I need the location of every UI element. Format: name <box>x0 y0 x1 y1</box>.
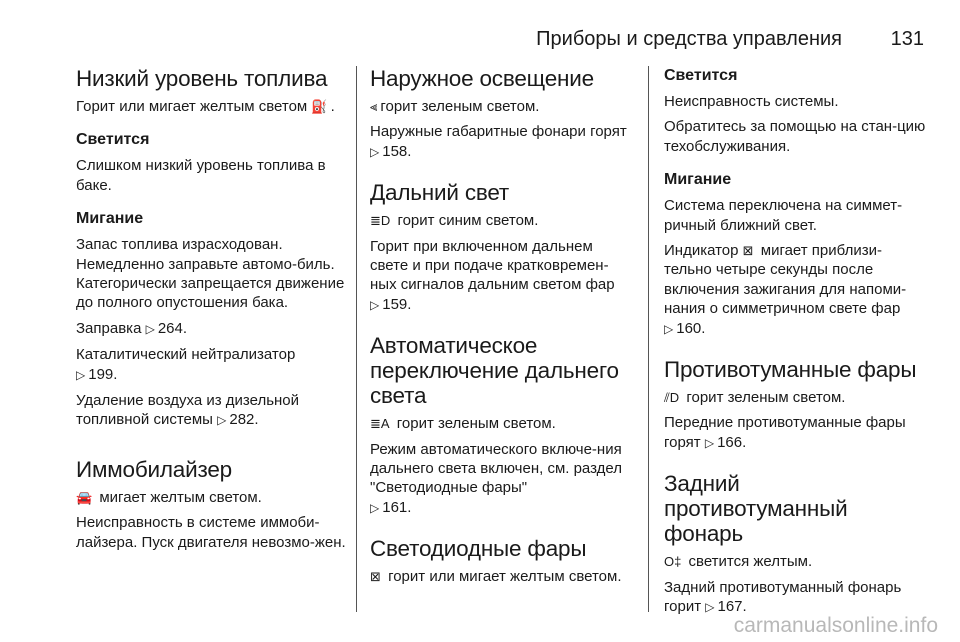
subtitle-blink: Мигание <box>76 210 144 228</box>
front-fog-icon: ⫽D <box>664 390 680 406</box>
page-link[interactable]: 166. <box>717 433 747 451</box>
section-title-exterior: Наружное освещение <box>370 66 594 91</box>
page-link[interactable]: 159. <box>382 295 412 313</box>
fog-text: Передние противотуманные фары горят ▷ 166. <box>664 414 906 451</box>
reference-icon: ▷ <box>370 297 380 312</box>
rear-fog-icon: O‡ <box>664 554 682 570</box>
subtitle-lit: Светится <box>76 131 150 149</box>
section-title-rear-fog: Задний противотуманный фонарь <box>664 471 848 547</box>
blink-text: Система переключена на симмет-ричный ближний свет. <box>664 197 903 234</box>
blink-text: Запас топлива израсходован. Немедленно заправьте автомо-биль. Категорически запрещается движение до полного опустошения бака. <box>76 236 345 312</box>
indicator-text: Индикатор ⊠ мигает приблизи-тельно четыре секунды после включения зажигания для напоми-нания о симметричном свете фар ▷ 160. <box>664 242 907 337</box>
hb-text: Горит при включенном дальнем свете и при подаче кратковремен-ных сигналов дальним светом фар ▷ 159. <box>370 237 615 313</box>
immobilizer-icon: 🚘 <box>76 489 93 505</box>
reference-icon: ▷ <box>76 367 86 382</box>
subtitle-blink: Мигание <box>664 171 732 189</box>
page-header <box>0 24 960 54</box>
subtitle-lit: Светится <box>664 67 738 84</box>
page-link[interactable]: 264. <box>157 319 188 337</box>
reference-icon: ▷ <box>705 600 715 615</box>
reference-icon: ▷ <box>145 321 155 336</box>
rear-text: Задний противотуманный фонарь горит ▷ 167. <box>664 578 902 616</box>
column-divider <box>648 66 649 612</box>
section-title-fuel: Низкий уровень топлива <box>76 66 328 91</box>
led-headlight-icon: ⊠ <box>742 243 754 259</box>
exterior-light-icon: ⫷ <box>370 99 378 114</box>
watermark: carmanualsonline.info <box>733 614 938 637</box>
fuel-intro: Горит или мигает желтым светом ⛽ . <box>76 98 335 115</box>
column-1 <box>76 66 346 558</box>
page-link[interactable]: 160. <box>676 319 706 337</box>
ext-intro: ⫷ горит зеленым светом. <box>370 98 540 115</box>
reference-icon: ▷ <box>664 321 674 336</box>
lit-text: Неисправность системы. <box>664 93 839 110</box>
fuel-icon: ⛽ <box>311 99 328 114</box>
led-intro: ⊠ горит или мигает желтым светом. <box>370 568 622 586</box>
column-3 <box>664 66 928 624</box>
column-2 <box>370 66 632 593</box>
lit-text: Слишком низкий уровень топлива в баке. <box>76 157 326 194</box>
ext-text: Наружные габаритные фонари горят ▷ 158. <box>370 123 627 160</box>
fog-intro: ⫽D горит зеленым светом. <box>664 389 846 407</box>
header-title: Приборы и средства управления <box>536 28 842 50</box>
reference-icon: ▷ <box>217 413 227 428</box>
led-headlight-icon: ⊠ <box>370 569 381 585</box>
hb-intro: ≣D горит синим светом. <box>370 212 539 230</box>
high-beam-icon: ≣D <box>370 213 391 229</box>
airbleed-ref: Удаление воздуха из дизельной топливной системы ▷ 282. <box>76 392 300 429</box>
section-title-immobilizer: Иммобилайзер <box>76 456 232 482</box>
auto-high-beam-icon: ≣A <box>370 416 390 432</box>
section-title-fog: Противотуманные фары <box>664 357 917 383</box>
page-link[interactable]: 199. <box>88 365 118 383</box>
immo-intro: 🚘 мигает желтым светом. <box>76 488 262 506</box>
immo-text: Неисправность в системе иммоби-лайзера. Пуск двигателя невозмо-жен. <box>76 514 346 551</box>
section-title-led: Светодиодные фары <box>370 536 587 562</box>
catalyst-ref: Каталитический нейтрализатор ▷ 199. <box>76 346 296 383</box>
refuel-ref: Заправка ▷ 264. <box>76 319 188 337</box>
lit-text-2: Обратитесь за помощью на стан-цию техобслуживания. <box>664 118 926 155</box>
reference-icon: ▷ <box>370 500 380 515</box>
section-title-auto-high-beam: Автоматическое переключение дальнего света <box>370 333 619 409</box>
reference-icon: ▷ <box>370 144 380 159</box>
page-link[interactable]: 161. <box>382 498 412 516</box>
reference-icon: ▷ <box>704 435 715 450</box>
page-link[interactable]: 167. <box>717 598 747 616</box>
auto-intro: ≣A горит зеленым светом. <box>370 415 556 433</box>
auto-text: Режим автоматического включе-ния дальнего света включен, см. раздел "Светодиодные фары" ▷ 161. <box>370 440 623 516</box>
page-number: 131 <box>890 28 924 50</box>
column-divider <box>356 66 357 612</box>
section-title-high-beam: Дальний свет <box>370 180 510 206</box>
page-link[interactable]: 158. <box>382 142 412 160</box>
page-link[interactable]: 282. <box>229 411 259 429</box>
rear-intro: O‡ светится желтым. <box>664 553 813 571</box>
